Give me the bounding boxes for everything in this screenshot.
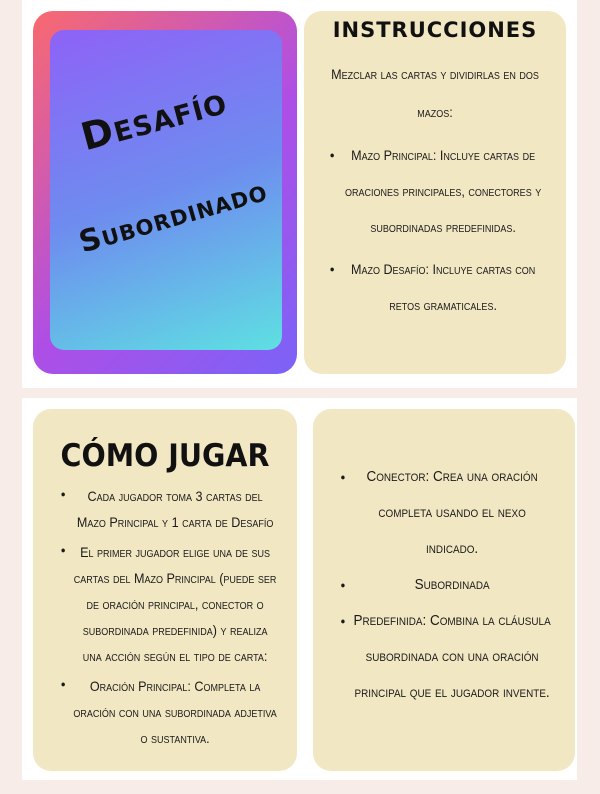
game-cover-card [33, 11, 297, 374]
card-type-conector: ● Conector: Crea una oración completa usando el nexo indicado. [335, 459, 553, 567]
instructions-card [304, 11, 566, 374]
how-to-play-item-2: ● El primer jugador elige una de sus cartas del Mazo Principal (puede ser de oración principal, conector o subordinada predefinida) y realiza una acción según el tipo de carta: [55, 539, 278, 669]
instructions-intro: Mezclar las cartas y dividirlas en dos mazos: [331, 66, 539, 120]
instructions-body [324, 55, 545, 329]
game-title-line1: Desafío [76, 78, 232, 160]
card-types-list [335, 459, 553, 711]
instructions-list [324, 137, 545, 323]
how-to-play-card [33, 409, 297, 771]
card-types-card [313, 409, 575, 771]
card-type-predefinida: ● Predefinida: Combina la cláusula subordinada con una oración principal que el jugador invente. [335, 603, 553, 711]
how-to-play-list [55, 483, 278, 751]
how-to-play-body [55, 483, 278, 755]
how-to-play-heading: CÓMO JUGAR [60, 438, 270, 474]
card-types-body [335, 459, 553, 711]
how-to-play-item-1: ● Cada jugador toma 3 cartas del Mazo Principal y 1 carta de Desafío [55, 483, 278, 535]
card-type-subordinada: ● Subordinada [335, 567, 553, 603]
game-cover-inner [50, 30, 282, 350]
how-to-play-item-3: ● Oración Principal: Completa la oración con una subordinada adjetiva o sustantiva. [55, 673, 278, 751]
game-title-line2: Subordinado [75, 173, 272, 261]
instructions-item-mazo-principal: ● Mazo Principal: Incluye cartas de oraciones principales, conectores y subordinadas predefinidas. [324, 137, 545, 245]
instructions-item-mazo-desafio: ● Mazo Desafío: Incluye cartas con retos gramaticales. [324, 251, 545, 323]
instructions-heading: INSTRUCCIONES [332, 18, 538, 42]
